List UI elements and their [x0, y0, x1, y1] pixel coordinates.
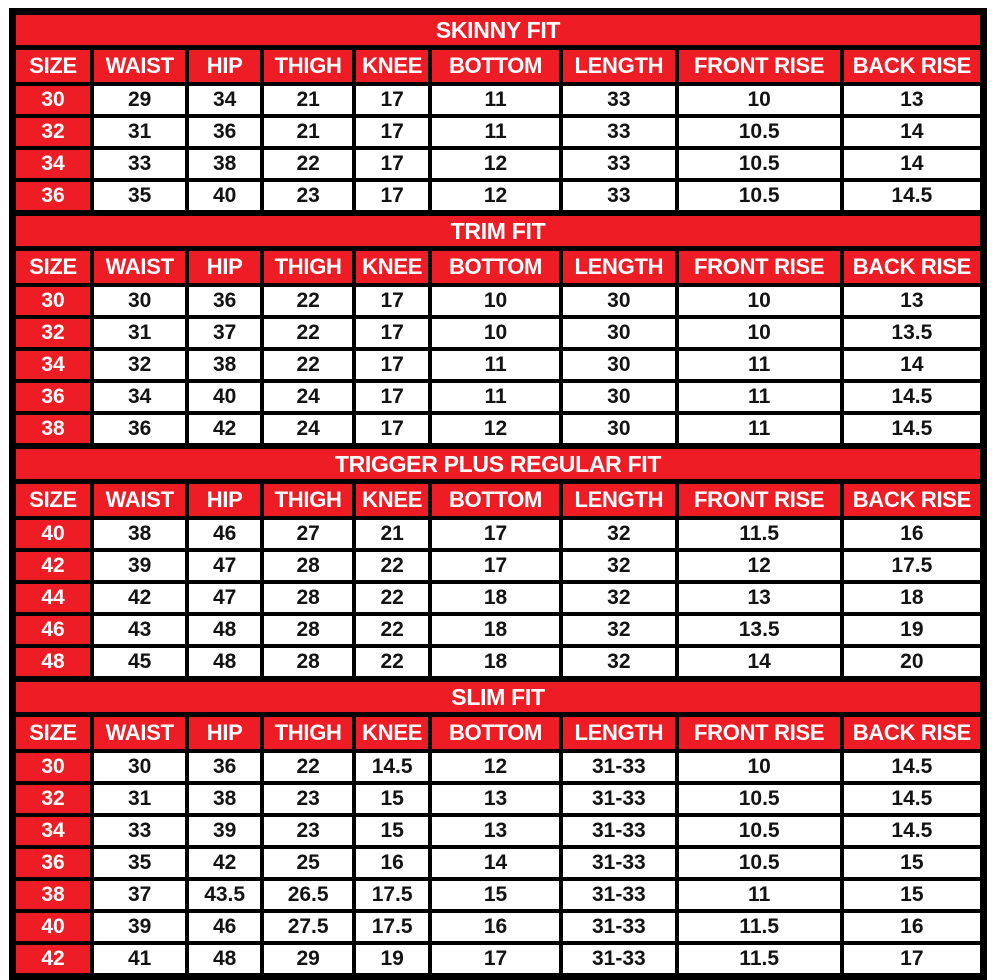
measurement-cell: 30 [561, 349, 677, 381]
table-row [13, 847, 984, 879]
measurement-cell: 48 [187, 614, 262, 646]
measurement-cell: 21 [354, 518, 430, 550]
measurement-cell: 40 [187, 381, 262, 413]
size-cell: 40 [13, 518, 93, 550]
measurement-cell: 11.5 [677, 943, 842, 977]
measurement-cell: 33 [561, 180, 677, 213]
measurement-cell: 14.5 [354, 751, 430, 783]
measurement-cell: 10 [677, 285, 842, 317]
column-header-length: LENGTH [561, 48, 677, 85]
column-header-waist: WAIST [92, 482, 187, 519]
measurement-cell: 22 [262, 751, 354, 783]
measurement-cell: 10.5 [677, 815, 842, 847]
table-row [13, 317, 984, 349]
measurement-cell: 14 [430, 847, 561, 879]
measurement-cell: 30 [92, 285, 187, 317]
measurement-cell: 14 [842, 116, 984, 148]
measurement-cell: 31-33 [561, 911, 677, 943]
measurement-cell: 28 [262, 550, 354, 582]
section-title-row [13, 12, 984, 48]
table-row [13, 783, 984, 815]
size-cell: 34 [13, 148, 93, 180]
size-cell: 32 [13, 783, 93, 815]
measurement-cell: 36 [187, 116, 262, 148]
table-row [13, 614, 984, 646]
measurement-cell: 47 [187, 582, 262, 614]
measurement-cell: 20 [842, 646, 984, 679]
measurement-cell: 22 [354, 646, 430, 679]
table-row [13, 943, 984, 977]
measurement-cell: 14.5 [842, 381, 984, 413]
measurement-cell: 14.5 [842, 180, 984, 213]
measurement-cell: 15 [842, 847, 984, 879]
measurement-cell: 17.5 [354, 879, 430, 911]
measurement-cell: 13 [677, 582, 842, 614]
measurement-cell: 16 [354, 847, 430, 879]
measurement-cell: 38 [187, 148, 262, 180]
measurement-cell: 31 [92, 783, 187, 815]
section-title: TRIGGER PLUS REGULAR FIT [13, 446, 984, 482]
measurement-cell: 10 [430, 285, 561, 317]
measurement-cell: 13 [842, 84, 984, 116]
measurement-cell: 22 [262, 349, 354, 381]
column-header-row [13, 715, 984, 752]
measurement-cell: 13.5 [842, 317, 984, 349]
column-header-hip: HIP [187, 48, 262, 85]
column-header-hip: HIP [187, 715, 262, 752]
measurement-cell: 23 [262, 180, 354, 213]
measurement-cell: 11 [430, 116, 561, 148]
measurement-cell: 12 [430, 180, 561, 213]
table-row [13, 911, 984, 943]
measurement-cell: 10.5 [677, 783, 842, 815]
measurement-cell: 17 [354, 413, 430, 446]
section-title: TRIM FIT [13, 213, 984, 249]
measurement-cell: 21 [262, 84, 354, 116]
measurement-cell: 37 [187, 317, 262, 349]
measurement-cell: 30 [561, 285, 677, 317]
measurement-cell: 15 [842, 879, 984, 911]
section-title-row [13, 679, 984, 715]
measurement-cell: 11 [430, 349, 561, 381]
measurement-cell: 42 [187, 413, 262, 446]
measurement-cell: 37 [92, 879, 187, 911]
measurement-cell: 32 [561, 518, 677, 550]
measurement-cell: 10 [677, 84, 842, 116]
measurement-cell: 42 [187, 847, 262, 879]
measurement-cell: 22 [354, 550, 430, 582]
section-title-row [13, 446, 984, 482]
column-header-waist: WAIST [92, 48, 187, 85]
measurement-cell: 32 [561, 614, 677, 646]
measurement-cell: 14.5 [842, 815, 984, 847]
measurement-cell: 19 [354, 943, 430, 977]
measurement-cell: 21 [262, 116, 354, 148]
column-header-row [13, 48, 984, 85]
column-header-thigh: THIGH [262, 482, 354, 519]
measurement-cell: 14.5 [842, 413, 984, 446]
measurement-cell: 40 [187, 180, 262, 213]
column-header-back-rise: BACK RISE [842, 482, 984, 519]
measurement-cell: 12 [430, 413, 561, 446]
size-cell: 32 [13, 317, 93, 349]
measurement-cell: 30 [561, 413, 677, 446]
measurement-cell: 31-33 [561, 783, 677, 815]
column-header-front-rise: FRONT RISE [677, 249, 842, 286]
column-header-knee: KNEE [354, 715, 430, 752]
column-header-size: SIZE [13, 48, 93, 85]
measurement-cell: 32 [561, 582, 677, 614]
measurement-cell: 10.5 [677, 148, 842, 180]
table-row [13, 815, 984, 847]
table-row [13, 582, 984, 614]
column-header-thigh: THIGH [262, 715, 354, 752]
measurement-cell: 17 [430, 943, 561, 977]
measurement-cell: 10 [677, 317, 842, 349]
measurement-cell: 24 [262, 413, 354, 446]
measurement-cell: 32 [561, 550, 677, 582]
measurement-cell: 43.5 [187, 879, 262, 911]
size-cell: 48 [13, 646, 93, 679]
size-cell: 32 [13, 116, 93, 148]
measurement-cell: 17 [354, 381, 430, 413]
size-cell: 42 [13, 550, 93, 582]
table-row [13, 646, 984, 679]
size-cell: 34 [13, 349, 93, 381]
size-cell: 36 [13, 180, 93, 213]
measurement-cell: 10 [677, 751, 842, 783]
measurement-cell: 14.5 [842, 751, 984, 783]
column-header-knee: KNEE [354, 48, 430, 85]
column-header-row [13, 482, 984, 519]
measurement-cell: 17 [354, 84, 430, 116]
measurement-cell: 31-33 [561, 815, 677, 847]
size-cell: 42 [13, 943, 93, 977]
column-header-knee: KNEE [354, 249, 430, 286]
measurement-cell: 11 [677, 413, 842, 446]
size-cell: 38 [13, 879, 93, 911]
measurement-cell: 10.5 [677, 180, 842, 213]
measurement-cell: 36 [187, 751, 262, 783]
measurement-cell: 47 [187, 550, 262, 582]
section-title: SLIM FIT [13, 679, 984, 715]
measurement-cell: 33 [92, 148, 187, 180]
measurement-cell: 38 [92, 518, 187, 550]
measurement-cell: 31-33 [561, 879, 677, 911]
column-header-row [13, 249, 984, 286]
measurement-cell: 11 [430, 381, 561, 413]
column-header-bottom: BOTTOM [430, 48, 561, 85]
measurement-cell: 38 [187, 349, 262, 381]
size-cell: 38 [13, 413, 93, 446]
measurement-cell: 17 [842, 943, 984, 977]
measurement-cell: 17.5 [354, 911, 430, 943]
measurement-cell: 13 [430, 815, 561, 847]
measurement-cell: 31-33 [561, 847, 677, 879]
measurement-cell: 22 [354, 614, 430, 646]
column-header-back-rise: BACK RISE [842, 48, 984, 85]
column-header-waist: WAIST [92, 715, 187, 752]
measurement-cell: 16 [430, 911, 561, 943]
column-header-length: LENGTH [561, 249, 677, 286]
table-row [13, 751, 984, 783]
measurement-cell: 30 [561, 317, 677, 349]
measurement-cell: 11.5 [677, 518, 842, 550]
table-row [13, 180, 984, 213]
measurement-cell: 29 [262, 943, 354, 977]
table-row [13, 381, 984, 413]
measurement-cell: 27.5 [262, 911, 354, 943]
measurement-cell: 12 [677, 550, 842, 582]
column-header-thigh: THIGH [262, 249, 354, 286]
measurement-cell: 36 [187, 285, 262, 317]
measurement-cell: 48 [187, 943, 262, 977]
measurement-cell: 33 [561, 84, 677, 116]
measurement-cell: 17 [354, 285, 430, 317]
measurement-cell: 11 [677, 879, 842, 911]
section-title-row [13, 213, 984, 249]
measurement-cell: 13 [430, 783, 561, 815]
measurement-cell: 18 [430, 646, 561, 679]
measurement-cell: 39 [187, 815, 262, 847]
measurement-cell: 15 [430, 879, 561, 911]
measurement-cell: 17.5 [842, 550, 984, 582]
column-header-size: SIZE [13, 482, 93, 519]
column-header-front-rise: FRONT RISE [677, 48, 842, 85]
column-header-hip: HIP [187, 482, 262, 519]
column-header-size: SIZE [13, 249, 93, 286]
measurement-cell: 31-33 [561, 751, 677, 783]
size-cell: 44 [13, 582, 93, 614]
measurement-cell: 46 [187, 518, 262, 550]
measurement-cell: 34 [92, 381, 187, 413]
measurement-cell: 34 [187, 84, 262, 116]
measurement-cell: 10.5 [677, 847, 842, 879]
column-header-thigh: THIGH [262, 48, 354, 85]
measurement-cell: 28 [262, 614, 354, 646]
measurement-cell: 36 [92, 413, 187, 446]
measurement-cell: 31 [92, 317, 187, 349]
table-row [13, 84, 984, 116]
measurement-cell: 23 [262, 783, 354, 815]
measurement-cell: 17 [430, 518, 561, 550]
measurement-cell: 26.5 [262, 879, 354, 911]
measurement-cell: 31-33 [561, 943, 677, 977]
measurement-cell: 11 [677, 381, 842, 413]
table-row [13, 285, 984, 317]
measurement-cell: 27 [262, 518, 354, 550]
measurement-cell: 35 [92, 180, 187, 213]
column-header-front-rise: FRONT RISE [677, 715, 842, 752]
measurement-cell: 19 [842, 614, 984, 646]
table-row [13, 148, 984, 180]
measurement-cell: 17 [354, 317, 430, 349]
column-header-back-rise: BACK RISE [842, 249, 984, 286]
measurement-cell: 16 [842, 911, 984, 943]
measurement-cell: 29 [92, 84, 187, 116]
column-header-bottom: BOTTOM [430, 482, 561, 519]
measurement-cell: 17 [354, 180, 430, 213]
size-cell: 34 [13, 815, 93, 847]
size-cell: 36 [13, 847, 93, 879]
measurement-cell: 22 [354, 582, 430, 614]
measurement-cell: 14 [842, 349, 984, 381]
size-cell: 36 [13, 381, 93, 413]
measurement-cell: 22 [262, 285, 354, 317]
measurement-cell: 31 [92, 116, 187, 148]
table-row [13, 518, 984, 550]
measurement-cell: 48 [187, 646, 262, 679]
measurement-cell: 42 [92, 582, 187, 614]
measurement-cell: 13.5 [677, 614, 842, 646]
table-row [13, 116, 984, 148]
measurement-cell: 18 [842, 582, 984, 614]
column-header-knee: KNEE [354, 482, 430, 519]
size-cell: 30 [13, 84, 93, 116]
column-header-waist: WAIST [92, 249, 187, 286]
measurement-cell: 18 [430, 582, 561, 614]
measurement-cell: 30 [92, 751, 187, 783]
measurement-cell: 11 [677, 349, 842, 381]
column-header-length: LENGTH [561, 715, 677, 752]
size-cell: 46 [13, 614, 93, 646]
measurement-cell: 30 [561, 381, 677, 413]
size-cell: 40 [13, 911, 93, 943]
measurement-cell: 33 [561, 116, 677, 148]
column-header-hip: HIP [187, 249, 262, 286]
measurement-cell: 23 [262, 815, 354, 847]
column-header-bottom: BOTTOM [430, 249, 561, 286]
measurement-cell: 15 [354, 815, 430, 847]
measurement-cell: 32 [92, 349, 187, 381]
measurement-cell: 14 [677, 646, 842, 679]
measurement-cell: 24 [262, 381, 354, 413]
table-row [13, 550, 984, 582]
measurement-cell: 17 [354, 349, 430, 381]
measurement-cell: 12 [430, 751, 561, 783]
measurement-cell: 15 [354, 783, 430, 815]
measurement-cell: 39 [92, 550, 187, 582]
measurement-cell: 12 [430, 148, 561, 180]
measurement-cell: 11 [430, 84, 561, 116]
measurement-cell: 28 [262, 582, 354, 614]
column-header-front-rise: FRONT RISE [677, 482, 842, 519]
measurement-cell: 17 [430, 550, 561, 582]
measurement-cell: 11.5 [677, 911, 842, 943]
table-row [13, 879, 984, 911]
measurement-cell: 18 [430, 614, 561, 646]
measurement-cell: 22 [262, 148, 354, 180]
measurement-cell: 10.5 [677, 116, 842, 148]
table-row [13, 413, 984, 446]
measurement-cell: 14.5 [842, 783, 984, 815]
column-header-size: SIZE [13, 715, 93, 752]
measurement-cell: 14 [842, 148, 984, 180]
column-header-back-rise: BACK RISE [842, 715, 984, 752]
table-row [13, 349, 984, 381]
measurement-cell: 39 [92, 911, 187, 943]
measurement-cell: 41 [92, 943, 187, 977]
measurement-cell: 22 [262, 317, 354, 349]
measurement-cell: 45 [92, 646, 187, 679]
measurement-cell: 33 [92, 815, 187, 847]
measurement-cell: 17 [354, 116, 430, 148]
measurement-cell: 46 [187, 911, 262, 943]
measurement-cell: 32 [561, 646, 677, 679]
measurement-cell: 35 [92, 847, 187, 879]
column-header-bottom: BOTTOM [430, 715, 561, 752]
measurement-cell: 16 [842, 518, 984, 550]
measurement-cell: 10 [430, 317, 561, 349]
measurement-cell: 25 [262, 847, 354, 879]
section-title: SKINNY FIT [13, 12, 984, 48]
size-chart-table [9, 8, 987, 980]
size-cell: 30 [13, 751, 93, 783]
measurement-cell: 17 [354, 148, 430, 180]
measurement-cell: 38 [187, 783, 262, 815]
measurement-cell: 28 [262, 646, 354, 679]
measurement-cell: 13 [842, 285, 984, 317]
column-header-length: LENGTH [561, 482, 677, 519]
size-cell: 30 [13, 285, 93, 317]
measurement-cell: 43 [92, 614, 187, 646]
measurement-cell: 33 [561, 148, 677, 180]
